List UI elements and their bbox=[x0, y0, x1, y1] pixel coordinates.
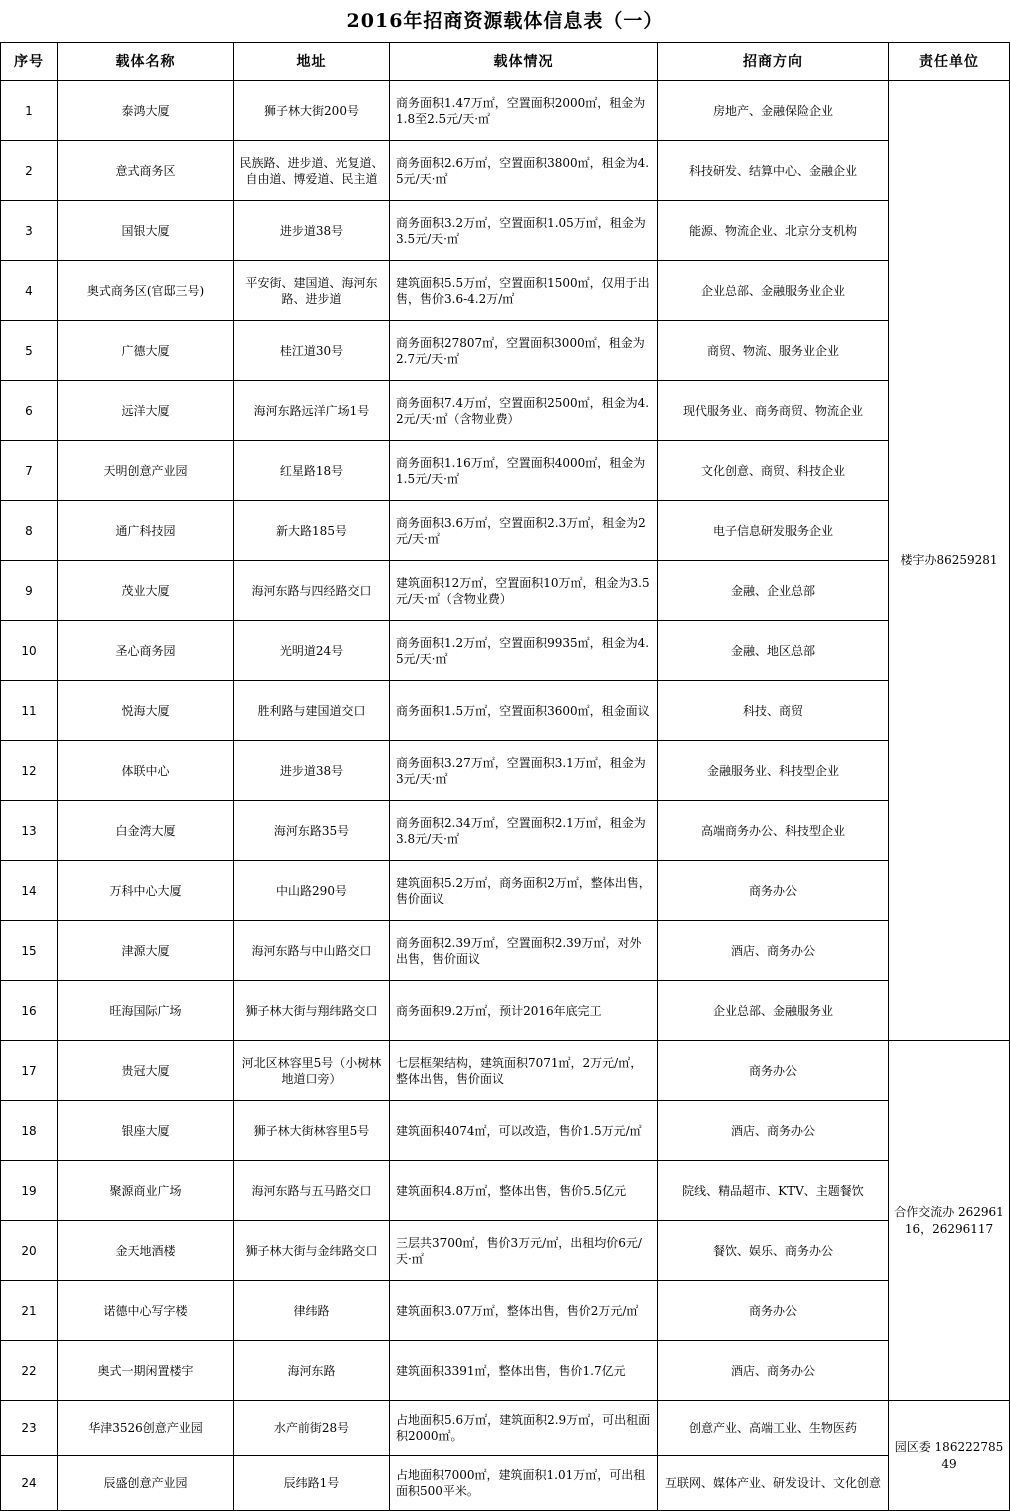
cell-direction: 企业总部、金融服务业 bbox=[658, 981, 889, 1041]
cell-no: 8 bbox=[1, 501, 58, 561]
cell-address: 河北区林容里5号（小树林地道口旁） bbox=[234, 1041, 390, 1101]
cell-condition: 商务面积3.2万㎡，空置面积1.05万㎡，租金为3.5元/天·㎡ bbox=[390, 201, 658, 261]
cell-address: 狮子林大街200号 bbox=[234, 81, 390, 141]
table-body bbox=[1, 81, 1010, 1511]
cell-direction: 企业总部、金融服务业企业 bbox=[658, 261, 889, 321]
cell-name: 聚源商业广场 bbox=[58, 1161, 234, 1221]
table-row bbox=[1, 501, 1010, 561]
cell-no: 15 bbox=[1, 921, 58, 981]
cell-condition: 占地面积5.6万㎡，建筑面积2.9万㎡，可出租面积2000㎡。 bbox=[390, 1401, 658, 1456]
cell-condition: 商务面积1.16万㎡，空置面积4000㎡，租金为1.5元/天·㎡ bbox=[390, 441, 658, 501]
cell-condition: 七层框架结构，建筑面积7071㎡，2万元/㎡，整体出售，售价面议 bbox=[390, 1041, 658, 1101]
cell-condition: 商务面积3.27万㎡，空置面积3.1万㎡，租金为3元/天·㎡ bbox=[390, 741, 658, 801]
cell-no: 5 bbox=[1, 321, 58, 381]
table-row bbox=[1, 861, 1010, 921]
cell-no: 21 bbox=[1, 1281, 58, 1341]
cell-condition: 商务面积2.34万㎡，空置面积2.1万㎡，租金为3.8元/天·㎡ bbox=[390, 801, 658, 861]
cell-address: 中山路290号 bbox=[234, 861, 390, 921]
cell-direction: 酒店、商务办公 bbox=[658, 1341, 889, 1401]
cell-no: 10 bbox=[1, 621, 58, 681]
header-name: 载体名称 bbox=[58, 43, 234, 81]
cell-direction: 商务办公 bbox=[658, 1041, 889, 1101]
cell-direction: 高端商务办公、科技型企业 bbox=[658, 801, 889, 861]
cell-direction: 科技研发、结算中心、金融企业 bbox=[658, 141, 889, 201]
cell-condition: 三层共3700㎡，售价3万元/㎡，出租均价6元/天·㎡ bbox=[390, 1221, 658, 1281]
cell-address: 红星路18号 bbox=[234, 441, 390, 501]
cell-responsible-unit: 合作交流办 26296116，26296117 bbox=[889, 1041, 1010, 1401]
cell-address: 狮子林大街林容里5号 bbox=[234, 1101, 390, 1161]
header-condition: 载体情况 bbox=[390, 43, 658, 81]
cell-condition: 商务面积1.5万㎡，空置面积3600㎡，租金面议 bbox=[390, 681, 658, 741]
cell-address: 海河东路与四经路交口 bbox=[234, 561, 390, 621]
cell-condition: 商务面积27807㎡，空置面积3000㎡，租金为2.7元/天·㎡ bbox=[390, 321, 658, 381]
table-row bbox=[1, 1341, 1010, 1401]
cell-direction: 创意产业、高端工业、生物医药 bbox=[658, 1401, 889, 1456]
cell-condition: 商务面积1.47万㎡，空置面积2000㎡，租金为1.8至2.5元/天·㎡ bbox=[390, 81, 658, 141]
header-direction: 招商方向 bbox=[658, 43, 889, 81]
cell-condition: 建筑面积5.2万㎡，商务面积2万㎡，整体出售，售价面议 bbox=[390, 861, 658, 921]
table-row bbox=[1, 1456, 1010, 1511]
cell-no: 7 bbox=[1, 441, 58, 501]
cell-condition: 商务面积2.39万㎡，空置面积2.39万㎡，对外出售，售价面议 bbox=[390, 921, 658, 981]
cell-responsible-unit: 楼宇办86259281 bbox=[889, 81, 1010, 1041]
cell-condition: 建筑面积5.5万㎡，空置面积1500㎡，仅用于出售，售价3.6-4.2万/㎡ bbox=[390, 261, 658, 321]
cell-address: 新大路185号 bbox=[234, 501, 390, 561]
cell-direction: 科技、商贸 bbox=[658, 681, 889, 741]
cell-address: 律纬路 bbox=[234, 1281, 390, 1341]
table-row bbox=[1, 321, 1010, 381]
table-row bbox=[1, 801, 1010, 861]
cell-name: 国银大厦 bbox=[58, 201, 234, 261]
cell-condition: 建筑面积3.07万㎡，整体出售，售价2万元/㎡ bbox=[390, 1281, 658, 1341]
cell-name: 贵冠大厦 bbox=[58, 1041, 234, 1101]
cell-address: 海河东路 bbox=[234, 1341, 390, 1401]
cell-condition: 建筑面积3391㎡，整体出售，售价1.7亿元 bbox=[390, 1341, 658, 1401]
cell-no: 23 bbox=[1, 1401, 58, 1456]
cell-name: 奥式一期闲置楼宇 bbox=[58, 1341, 234, 1401]
table-row bbox=[1, 621, 1010, 681]
cell-direction: 金融、地区总部 bbox=[658, 621, 889, 681]
table-row bbox=[1, 261, 1010, 321]
table-row bbox=[1, 381, 1010, 441]
cell-address: 胜利路与建国道交口 bbox=[234, 681, 390, 741]
cell-name: 银座大厦 bbox=[58, 1101, 234, 1161]
cell-name: 体联中心 bbox=[58, 741, 234, 801]
cell-address: 狮子林大街与金纬路交口 bbox=[234, 1221, 390, 1281]
cell-no: 17 bbox=[1, 1041, 58, 1101]
cell-no: 2 bbox=[1, 141, 58, 201]
table-row bbox=[1, 1281, 1010, 1341]
cell-address: 海河东路与五马路交口 bbox=[234, 1161, 390, 1221]
table-row bbox=[1, 1101, 1010, 1161]
cell-condition: 建筑面积12万㎡，空置面积10万㎡，租金为3.5元/天·㎡（含物业费） bbox=[390, 561, 658, 621]
cell-condition: 商务面积7.4万㎡，空置面积2500㎡，租金为4.2元/天·㎡（含物业费） bbox=[390, 381, 658, 441]
cell-direction: 互联网、媒体产业、研发设计、文化创意 bbox=[658, 1456, 889, 1511]
cell-direction: 餐饮、娱乐、商务办公 bbox=[658, 1221, 889, 1281]
table-row bbox=[1, 921, 1010, 981]
cell-address: 海河东路35号 bbox=[234, 801, 390, 861]
cell-name: 意式商务区 bbox=[58, 141, 234, 201]
cell-address: 海河东路与中山路交口 bbox=[234, 921, 390, 981]
cell-responsible-unit: 园区委 18622278549 bbox=[889, 1401, 1010, 1511]
cell-direction: 现代服务业、商务商贸、物流企业 bbox=[658, 381, 889, 441]
cell-name: 诺德中心写字楼 bbox=[58, 1281, 234, 1341]
cell-direction: 文化创意、商贸、科技企业 bbox=[658, 441, 889, 501]
cell-condition: 占地面积7000㎡，建筑面积1.01万㎡，可出租面积500平米。 bbox=[390, 1456, 658, 1511]
header-address: 地址 bbox=[234, 43, 390, 81]
cell-no: 24 bbox=[1, 1456, 58, 1511]
cell-no: 20 bbox=[1, 1221, 58, 1281]
cell-condition: 商务面积2.6万㎡，空置面积3800㎡，租金为4.5元/天·㎡ bbox=[390, 141, 658, 201]
cell-name: 圣心商务园 bbox=[58, 621, 234, 681]
cell-name: 广德大厦 bbox=[58, 321, 234, 381]
cell-condition: 商务面积3.6万㎡，空置面积2.3万㎡，租金为2元/天·㎡ bbox=[390, 501, 658, 561]
cell-direction: 酒店、商务办公 bbox=[658, 1101, 889, 1161]
cell-no: 9 bbox=[1, 561, 58, 621]
header-no: 序号 bbox=[1, 43, 58, 81]
cell-name: 华津3526创意产业园 bbox=[58, 1401, 234, 1456]
table-row bbox=[1, 441, 1010, 501]
cell-no: 18 bbox=[1, 1101, 58, 1161]
cell-name: 奥式商务区(官邸三号) bbox=[58, 261, 234, 321]
cell-no: 6 bbox=[1, 381, 58, 441]
cell-direction: 电子信息研发服务企业 bbox=[658, 501, 889, 561]
cell-direction: 院线、精品超市、KTV、主题餐饮 bbox=[658, 1161, 889, 1221]
cell-name: 悦海大厦 bbox=[58, 681, 234, 741]
table-row bbox=[1, 141, 1010, 201]
table-row bbox=[1, 1161, 1010, 1221]
table-row bbox=[1, 201, 1010, 261]
cell-address: 海河东路远洋广场1号 bbox=[234, 381, 390, 441]
cell-no: 12 bbox=[1, 741, 58, 801]
cell-address: 辰纬路1号 bbox=[234, 1456, 390, 1511]
cell-no: 14 bbox=[1, 861, 58, 921]
header-row bbox=[1, 43, 1010, 81]
table-row bbox=[1, 981, 1010, 1041]
cell-address: 进步道38号 bbox=[234, 201, 390, 261]
table-row bbox=[1, 741, 1010, 801]
cell-address: 平安街、建国道、海河东路、进步道 bbox=[234, 261, 390, 321]
cell-address: 民族路、进步道、光复道、自由道、博爱道、民主道 bbox=[234, 141, 390, 201]
cell-no: 13 bbox=[1, 801, 58, 861]
cell-no: 3 bbox=[1, 201, 58, 261]
cell-name: 远洋大厦 bbox=[58, 381, 234, 441]
cell-name: 通广科技园 bbox=[58, 501, 234, 561]
cell-name: 辰盛创意产业园 bbox=[58, 1456, 234, 1511]
sheet-title: 2016年招商资源载体信息表（一） bbox=[346, 10, 664, 32]
cell-direction: 商贸、物流、服务业企业 bbox=[658, 321, 889, 381]
cell-condition: 商务面积1.2万㎡，空置面积9935㎡，租金为4.5元/天·㎡ bbox=[390, 621, 658, 681]
table-row bbox=[1, 1041, 1010, 1101]
table-row bbox=[1, 81, 1010, 141]
table-row bbox=[1, 681, 1010, 741]
cell-direction: 房地产、金融保险企业 bbox=[658, 81, 889, 141]
cell-name: 金天地酒楼 bbox=[58, 1221, 234, 1281]
cell-address: 光明道24号 bbox=[234, 621, 390, 681]
cell-direction: 商务办公 bbox=[658, 1281, 889, 1341]
cell-name: 津源大厦 bbox=[58, 921, 234, 981]
table-row bbox=[1, 1401, 1010, 1456]
table-row bbox=[1, 1221, 1010, 1281]
cell-condition: 建筑面积4074㎡，可以改造，售价1.5万元/㎡ bbox=[390, 1101, 658, 1161]
cell-direction: 金融、企业总部 bbox=[658, 561, 889, 621]
cell-name: 茂业大厦 bbox=[58, 561, 234, 621]
cell-address: 进步道38号 bbox=[234, 741, 390, 801]
cell-name: 万科中心大厦 bbox=[58, 861, 234, 921]
cell-no: 1 bbox=[1, 81, 58, 141]
cell-name: 天明创意产业园 bbox=[58, 441, 234, 501]
cell-condition: 商务面积9.2万㎡，预计2016年底完工 bbox=[390, 981, 658, 1041]
carrier-table bbox=[0, 42, 1010, 1511]
header-unit: 责任单位 bbox=[889, 43, 1010, 81]
cell-address: 桂江道30号 bbox=[234, 321, 390, 381]
cell-name: 泰鸿大厦 bbox=[58, 81, 234, 141]
cell-direction: 商务办公 bbox=[658, 861, 889, 921]
cell-address: 狮子林大街与翔纬路交口 bbox=[234, 981, 390, 1041]
cell-no: 11 bbox=[1, 681, 58, 741]
cell-no: 4 bbox=[1, 261, 58, 321]
cell-direction: 能源、物流企业、北京分支机构 bbox=[658, 201, 889, 261]
cell-no: 22 bbox=[1, 1341, 58, 1401]
cell-no: 16 bbox=[1, 981, 58, 1041]
cell-no: 19 bbox=[1, 1161, 58, 1221]
cell-condition: 建筑面积4.8万㎡，整体出售，售价5.5亿元 bbox=[390, 1161, 658, 1221]
cell-name: 旺海国际广场 bbox=[58, 981, 234, 1041]
cell-direction: 金融服务业、科技型企业 bbox=[658, 741, 889, 801]
cell-direction: 酒店、商务办公 bbox=[658, 921, 889, 981]
table-row bbox=[1, 561, 1010, 621]
cell-address: 水产前街28号 bbox=[234, 1401, 390, 1456]
cell-name: 白金湾大厦 bbox=[58, 801, 234, 861]
